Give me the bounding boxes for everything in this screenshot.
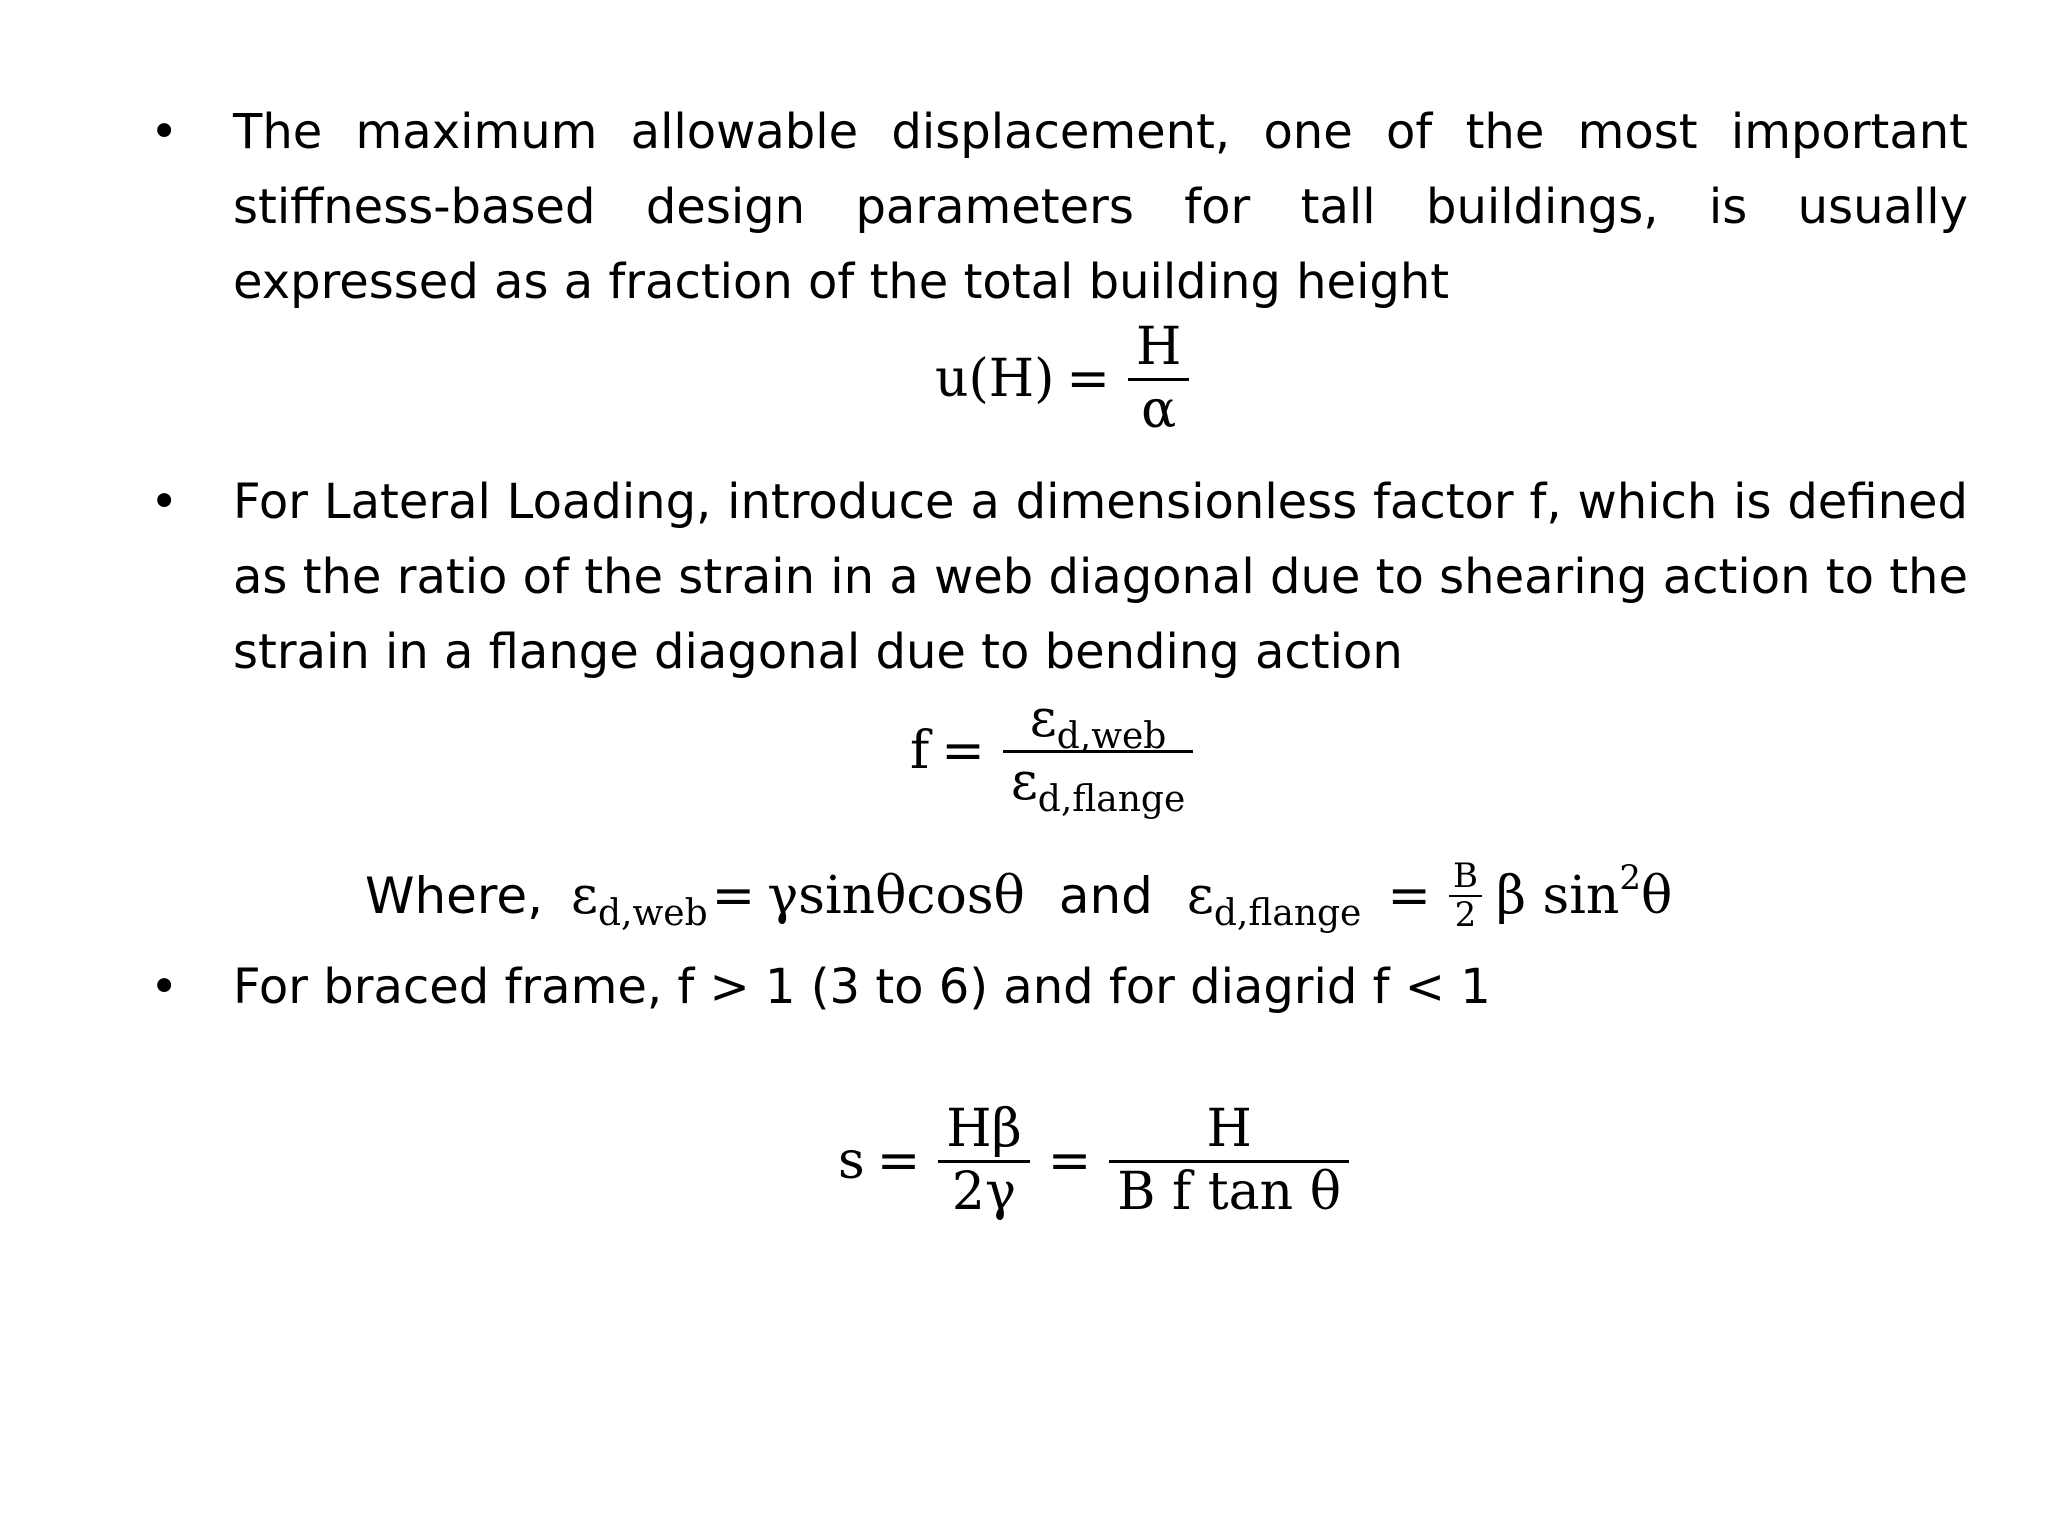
eq2-fraction [1003, 689, 1193, 820]
eq4-fraction-2 [1109, 1100, 1349, 1223]
epsilon-symbol: ε [1186, 866, 1214, 927]
bullet-text-3: For braced frame, f > 1 (3 to 6) and for diagrid f < 1 [233, 959, 1491, 1015]
eq3-equals-b: = [1387, 866, 1431, 927]
eq3-equals-a: = [711, 866, 756, 927]
eq3-rhs-part-a: β sin [1495, 866, 1620, 927]
eq3-fraction-numerator: B [1452, 856, 1478, 896]
bullet-marker-3: • [150, 959, 179, 1015]
strain-web-subscript: d,web [597, 893, 708, 935]
eq4-equals-a: = [876, 1131, 921, 1192]
strain-flange-subscript: d,flange [1213, 893, 1362, 935]
eq1-lhs: u(H) [935, 349, 1055, 410]
eq4-numerator-1: Hβ [946, 1099, 1022, 1159]
eq4-fraction-1 [938, 1100, 1029, 1223]
bullet-text-1: The maximum allowable displacement, one of the most important stiffness-based design parameters for tall buildings, is usually expressed as a fraction of the total building height [233, 104, 1968, 310]
equation-displacement [935, 318, 1195, 441]
eq3-rhs-part-b: θ [1640, 866, 1673, 927]
eq4-denominator-2: B f tan θ [1117, 1161, 1342, 1222]
epsilon-symbol: ε [571, 866, 598, 927]
epsilon-symbol: ε [1010, 751, 1038, 812]
eq2-denominator [1003, 751, 1193, 820]
eq1-equals: = [1066, 349, 1110, 410]
eq1-numerator: H [1136, 317, 1182, 377]
eq4-lhs: s [838, 1131, 865, 1192]
eq1-denominator: α [1141, 379, 1177, 440]
eq2-numerator-subscript: d,web [1056, 716, 1167, 757]
eq3-rhs-superscript: 2 [1619, 858, 1641, 899]
where-label: Where, [365, 867, 544, 926]
equation-s [838, 1100, 1355, 1223]
epsilon-symbol: ε [1029, 689, 1057, 749]
equation-strain-definitions [365, 858, 1672, 935]
strain-web-rhs: γsinθcosθ [767, 866, 1025, 927]
eq4-equals-b: = [1047, 1131, 1092, 1192]
bullet-text-2: For Lateral Loading, introduce a dimensionless factor f, which is defined as the ratio of the strain in a web diagonal due to shearing action to the strain in a flange diagonal due to bending action [233, 474, 1968, 680]
eq2-numerator [1022, 689, 1175, 757]
equation-factor-f [910, 689, 1199, 820]
eq1-fraction [1128, 318, 1189, 441]
bullet-marker-1: • [150, 104, 179, 160]
eq2-denominator-subscript: d,flange [1037, 778, 1186, 820]
and-label: and [1058, 867, 1153, 926]
strain-flange [1186, 866, 1362, 935]
eq4-numerator-2: H [1206, 1099, 1252, 1159]
eq2-lhs: f [910, 721, 930, 782]
eq4-denominator-1: 2γ [951, 1161, 1017, 1222]
bullet-marker-2: • [150, 474, 179, 530]
strain-web [571, 866, 708, 935]
eq2-equals: = [941, 721, 985, 782]
eq3-fraction [1449, 858, 1482, 935]
eq3-fraction-denominator: 2 [1454, 895, 1477, 936]
